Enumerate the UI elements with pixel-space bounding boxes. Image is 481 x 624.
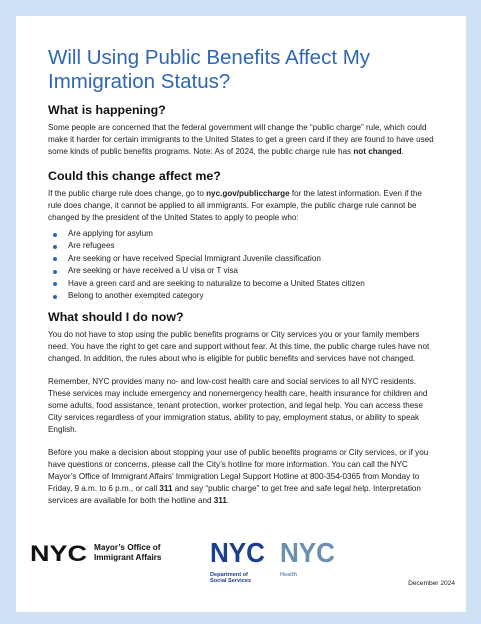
heading-what-is-happening: What is happening? xyxy=(48,103,166,117)
nyc-health-logo-icon xyxy=(280,538,336,566)
paragraph-what-is-happening xyxy=(48,122,434,158)
svg-text:NYC: NYC xyxy=(30,542,88,564)
exemption-list xyxy=(48,228,434,302)
text-segment: Before you make a decision about stopping your use of public benefits programs or City services, or if you have questions or concerns, please call the City’s hotline for more information. You can call the NYC Mayor’s Office of Immigrant Affairs’ Immigration Legal Support Hotline at 800-354-0365 from Monday to Friday, 9 a.m. to 6 p.m., or call xyxy=(48,448,429,494)
svg-text:NYC: NYC xyxy=(210,538,265,566)
text-segment: If the public charge rule does change, go to xyxy=(48,189,207,198)
svg-text:NYC: NYC xyxy=(280,538,335,566)
footer xyxy=(30,538,455,588)
paragraph-nyc-services: Remember, NYC provides many no- and low-cost health care and social services to all NYC residents. These services may include emergency and nonemergency health care, health insurance for children and some adults, food assistance, tenant protection, worker protection, and legal help. You can access these City services regardless of your immigration status, ability to pay, employment status, or ability to speak English. xyxy=(48,377,428,435)
heading-what-should-i-do: What should I do now? xyxy=(48,310,184,325)
link-nyc-publiccharge[interactable]: nyc.gov/publiccharge xyxy=(206,189,290,198)
text-segment: . xyxy=(401,147,404,156)
mayors-office-name xyxy=(94,543,161,563)
bold-not-changed: not changed xyxy=(353,147,402,156)
nyc-logo-icon xyxy=(30,542,88,564)
dss-name xyxy=(210,572,266,584)
paragraph-hotline xyxy=(48,447,434,507)
publication-date: December 2024 xyxy=(408,580,455,587)
mayor-line-1: Mayor’s Office of xyxy=(94,543,161,552)
dss-line-2: Social Services xyxy=(210,578,252,584)
paragraph-do-not-stop: You do not have to stop using the public benefits programs or City services you or your family members need. You have the right to get care and support without fear. At this time, the public charge rules have not changed. In addition, the rules about who is eligible for public benefits and services have not changed. xyxy=(48,330,430,364)
nyc-dss-logo-icon xyxy=(210,538,266,566)
bold-311: 311 xyxy=(213,496,227,506)
mayors-office-logo xyxy=(30,542,161,564)
list-item: Are seeking or have received Special Immigrant Juvenile classification xyxy=(48,253,434,265)
bold-311: 311 xyxy=(159,484,173,494)
health-name: Health xyxy=(280,572,298,578)
text-segment: and say “public charge” to get free and safe legal help. Interpretation services are available for both the hotline and xyxy=(48,484,421,506)
list-item: Are seeking or have received a U visa or T visa xyxy=(48,265,434,277)
text-segment: Some people are concerned that the federal government will change the “public charge” rule, which could make it harder for certain immigrants to the United States to get a green card if they are found to have used some kinds of public benefits programs. Note: As of 2024, the public charge rule has xyxy=(48,123,434,156)
list-item: Belong to another exempted category xyxy=(48,290,434,302)
paragraph-could-this-change xyxy=(48,188,434,224)
text-segment: . xyxy=(226,496,230,506)
page-title: Will Using Public Benefits Affect My Immigration Status? xyxy=(48,46,371,93)
list-item: Are applying for asylum xyxy=(48,228,434,240)
mayor-line-2: Immigrant Affairs xyxy=(94,553,162,562)
dss-logo xyxy=(210,538,266,584)
list-item: Are refugees xyxy=(48,240,434,252)
list-item: Have a green card and are seeking to naturalize to become a United States citizen xyxy=(48,278,434,290)
dss-line-1: Department of xyxy=(210,572,248,578)
flyer-page xyxy=(16,16,466,612)
text-segment: for the latest information. Even if the rule does change, it cannot be applied to all immigrants. For example, the public charge rule cannot be changed by the president of the United States to apply to people who: xyxy=(48,189,422,222)
heading-could-this-change: Could this change affect me? xyxy=(48,169,221,183)
health-logo xyxy=(280,538,336,578)
